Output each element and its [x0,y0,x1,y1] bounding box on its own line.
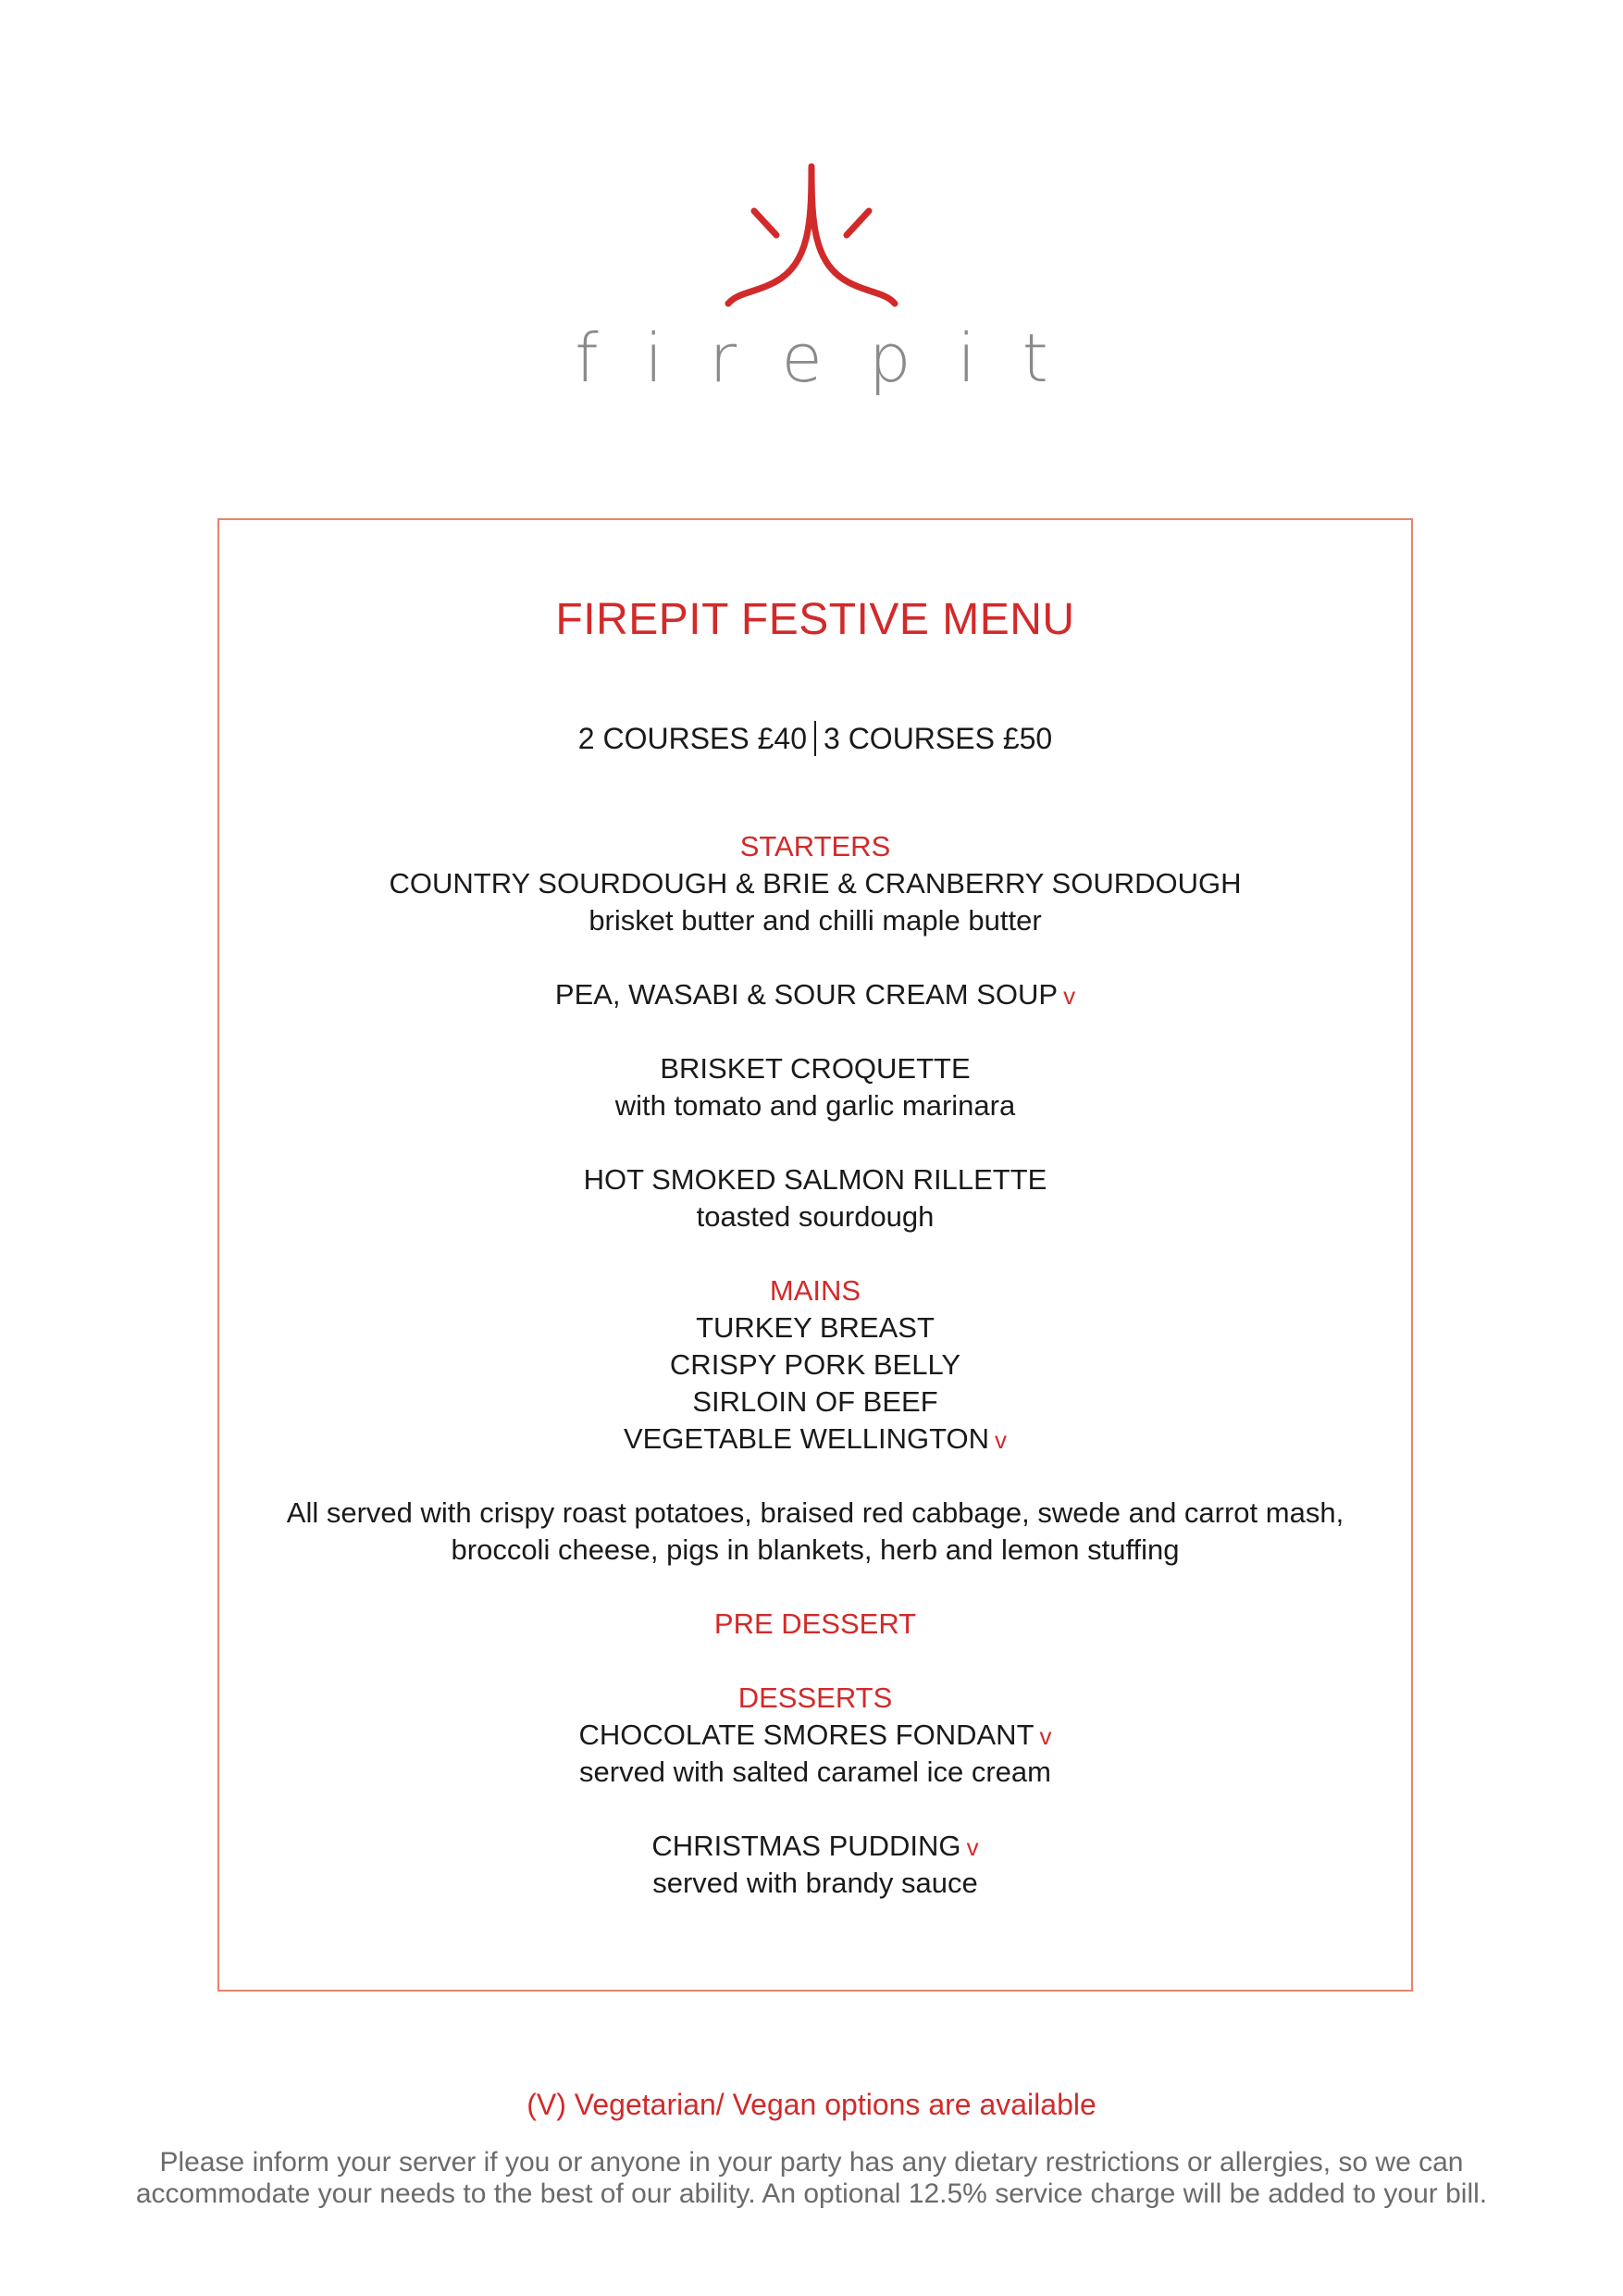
dish-item [219,1828,1411,1865]
pricing-three-courses: 3 COURSES £50 [824,722,1053,755]
dish-description: served with salted caramel ice cream [579,1756,1051,1788]
dish-description: toasted sourdough [696,1200,935,1233]
dish-description: with tomato and garlic marinara [614,1089,1016,1122]
menu-body [219,828,1411,1902]
dish-item [219,1421,1411,1458]
brand-wordmark: firepit [575,319,1095,397]
mains-served-with: All served with crispy roast potatoes, braised red cabbage, swede and carrot mash, [286,1496,1344,1529]
vegetarian-mark: v [1063,982,1076,1010]
dish-item [219,976,1411,1013]
pricing-two-courses: 2 COURSES £40 [577,722,807,755]
vegetarian-mark: v [966,1833,979,1861]
dish-description: brisket butter and chilli maple butter [588,904,1042,937]
vegetarian-mark: v [995,1426,1008,1454]
section-heading-desserts: DESSERTS [737,1682,893,1714]
dish-name: CRISPY PORK BELLY [669,1348,961,1381]
dish-name: CHOCOLATE SMORES FONDANT [578,1719,1035,1751]
dish-name: VEGETABLE WELLINGTON [623,1422,990,1455]
mains-served-with: broccoli cheese, pigs in blankets, herb and lemon stuffing [451,1533,1180,1566]
menu-title: FIREPIT FESTIVE MENU [555,595,1075,644]
disclaimer-line: Please inform your server if you or anyone in your party has any dietary restrictions or allergies, so we can [159,2147,1464,2178]
dish-name: PEA, WASABI & SOUR CREAM SOUP [554,978,1059,1011]
dish-name: SIRLOIN OF BEEF [692,1385,938,1418]
menu-card [217,518,1413,1992]
section-heading-mains: MAINS [769,1274,861,1307]
vegetarian-note: (V) Vegetarian/ Vegan options are available [527,2088,1096,2121]
dish-name: CHRISTMAS PUDDING [651,1830,961,1862]
pricing-divider [814,721,816,756]
allergy-disclaimer [56,2147,1567,2210]
section-heading-pre-dessert: PRE DESSERT [713,1607,917,1640]
dish-description: served with brandy sauce [652,1867,978,1899]
dish-name: COUNTRY SOURDOUGH & BRIE & CRANBERRY SOURDOUGH [389,867,1242,900]
flame-symbol-icon [710,157,913,315]
disclaimer-line: accommodate your needs to the best of our ability. An optional 12.5% service charge will be added to your bill. [135,2178,1488,2209]
dish-name: BRISKET CROQUETTE [660,1052,971,1085]
section-heading-starters: STARTERS [739,830,891,863]
dish-name: TURKEY BREAST [696,1311,935,1344]
pricing [219,721,1411,756]
dish-name: HOT SMOKED SALMON RILLETTE [583,1163,1047,1196]
dish-item [219,1717,1411,1754]
vegetarian-mark: v [1039,1722,1052,1750]
